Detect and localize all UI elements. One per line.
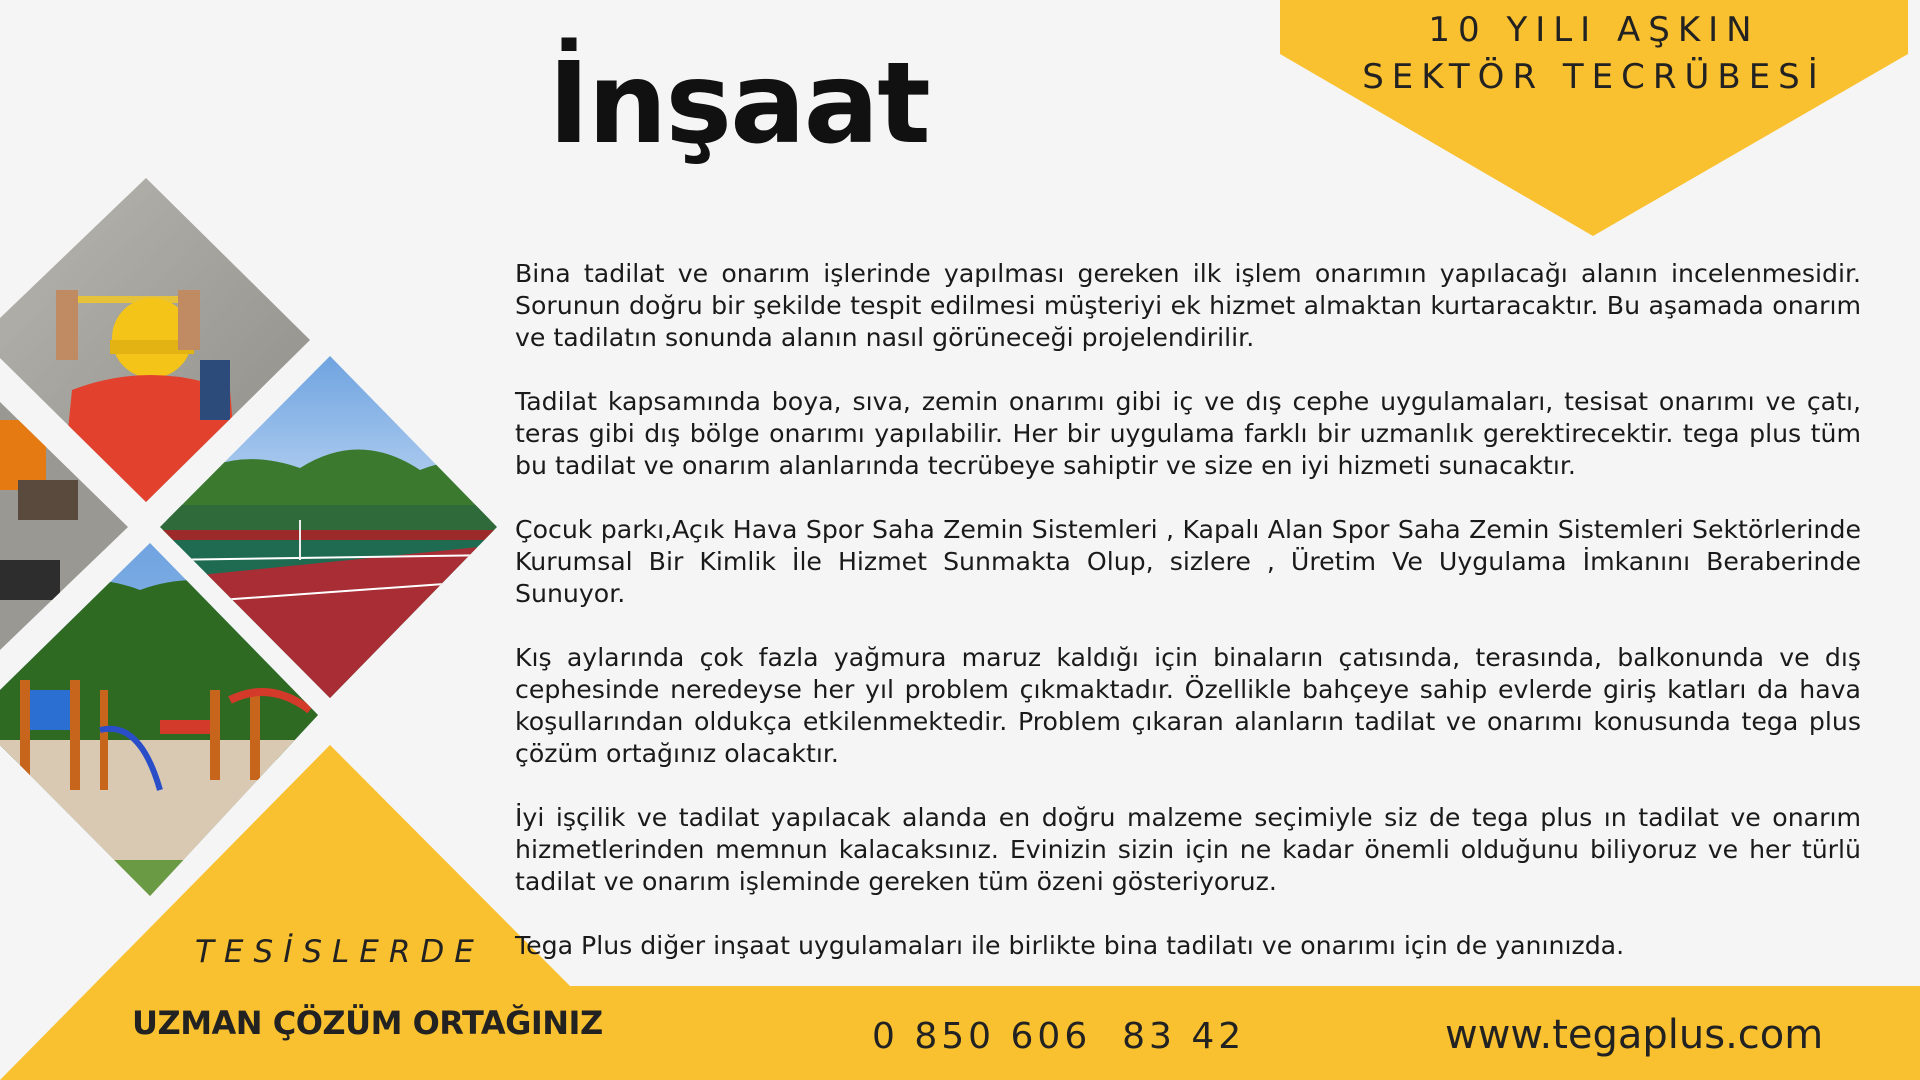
photo-collage: [0, 0, 520, 1080]
experience-badge-line2: SEKTÖR TECRÜBESİ: [1362, 57, 1826, 97]
paragraph-1: Bina tadilat ve onarım işlerinde yapılması gereken ilk işlem onarımın yapılacağı alanın incelenmesidir. Sorunun doğru bir şekilde tespit edilmesi müşteriyi ek hizmet almaktan kurtaracaktır. Bu aşamada onarım ve tadilatın sonunda alanın nasıl görüneceği projelendirilir.: [515, 259, 1861, 352]
tagline-line1: TESİSLERDE: [195, 934, 484, 970]
paragraph-2: Tadilat kapsamında boya, sıva, zemin onarımı gibi iç ve dış cephe uygulamaları, tesisat onarımı ve çatı, teras gibi dış bölge onarımı yapılabilir. Her bir uygulama farklı bir uzmanlık gerektirecektir. tega plus tüm bu tadilat ve onarım alanlarında tecrübeye sahiptir ve size en iyi hizmeti sunacaktır.: [515, 387, 1861, 480]
website-url: www.tegaplus.com: [1445, 1012, 1824, 1058]
paragraph-3: Çocuk parkı,Açık Hava Spor Saha Zemin Sistemleri , Kapalı Alan Spor Saha Zemin Sistemleri Sektörlerinde Kurumsal Bir Kimlik İle Hizmet Sunmakta Olup, sizlere , Üretim Ve Uygulama İmkanını Beraberinde Sunuyor.: [515, 515, 1861, 608]
paragraph-5: İyi işçilik ve tadilat yapılacak alanda en doğru malzeme seçimiyle siz de tega plus ın tadilat ve onarım hizmetlerinden memnun kalacaksınız. Evinizin sizin için ne kadar önemli olduğunu biliyoruz ve her türlü tadilat ve onarım işleminde gereken tüm özeni gösteriyoruz.: [515, 803, 1861, 896]
phone-number: 0 850 606 83 42: [872, 1016, 1246, 1057]
paragraph-6: Tega Plus diğer inşaat uygulamaları ile birlikte bina tadilatı ve onarımı için de yanınızda.: [515, 931, 1625, 960]
experience-badge-line1: 10 YILI AŞKIN: [1428, 10, 1760, 50]
article-body: [515, 258, 1861, 994]
page-title: İnşaat: [548, 39, 929, 169]
tagline-line2: UZMAN ÇÖZÜM ORTAĞINIZ: [132, 1004, 603, 1042]
paragraph-4: Kış aylarında çok fazla yağmura maruz kaldığı için binaların çatısında, terasında, balkonunda ve dış cephesinde neredeyse her yıl problem çıkmaktadır. Özellikle bahçeye sahip evlerde giriş katları da hava koşullarından oldukça etkilenmektedir. Problem çıkaran alanların tadilat ve onarımı konusunda tega plus çözüm ortağınız olacaktır.: [515, 643, 1861, 768]
